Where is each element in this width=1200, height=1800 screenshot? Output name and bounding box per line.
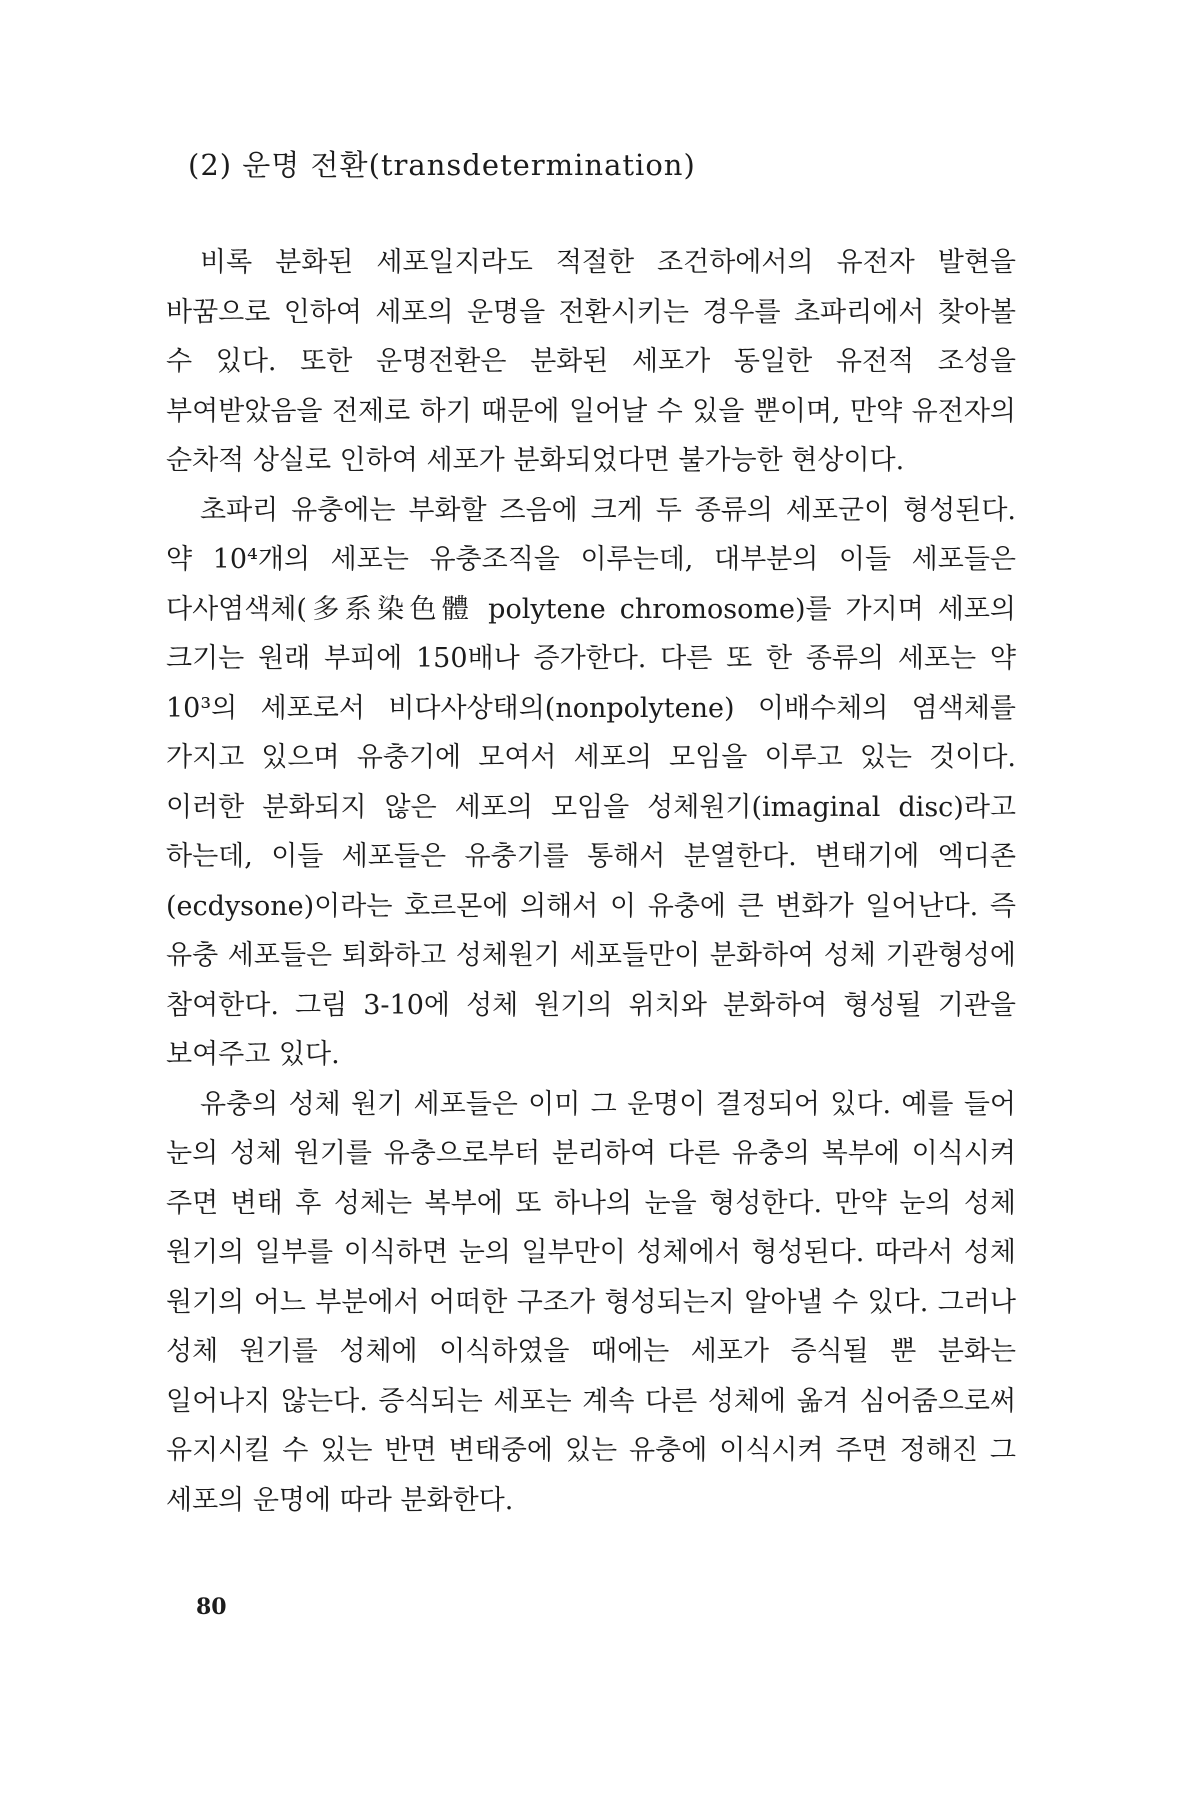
paragraph-1: 비록 분화된 세포일지라도 적절한 조건하에서의 유전자 발현을 바꿈으로 인하여 세포의 운명을 전환시키는 경우를 초파리에서 찾아볼 수 있다. 또한 운명전환은 분화된 세포가 동일한 유전적 조성을 부여받았음을 전제로 하기 때문에 일어날 수 있을 뿐이며, 만약 유전자의 순차적 상실로 인하여 세포가 분화되었다면 불가능한 현상이다. bbox=[166, 247, 1016, 476]
page-number: 80 bbox=[196, 1594, 227, 1620]
paragraph-2: 초파리 유충에는 부화할 즈음에 크게 두 종류의 세포군이 형성된다. 약 10⁴개의 세포는 유충조직을 이루는데, 대부분의 이들 세포들은 다사염색체(多系染色體 polytene chromosome)를 가지며 세포의 크기는 원래 부피에 150배나 증가한다. 다른 또 한 종류의 세포는 약 10³의 세포로서 비다사상태의(nonpolytene) 이배수체의 염색체를 가지고 있으며 유충기에 모여서 세포의 모임을 이루고 있는 것이다. 이러한 분화되지 않은 세포의 모임을 성체원기(imaginal disc)라고 하는데, 이들 세포들은 유충기를 통해서 분열한다. 변태기에 엑디존(ecdysone)이라는 호르몬에 의해서 이 유충에 큰 변화가 일어난다. 즉 유충 세포들은 퇴화하고 성체원기 세포들만이 분화하여 성체 기관형성에 참여한다. 그림 3-10에 성체 원기의 위치와 분화하여 형성될 기관을 보여주고 있다. bbox=[166, 494, 1016, 1070]
paragraph-3: 유충의 성체 원기 세포들은 이미 그 운명이 결정되어 있다. 예를 들어 눈의 성체 원기를 유충으로부터 분리하여 다른 유충의 복부에 이식시켜 주면 변태 후 성체는 복부에 또 하나의 눈을 형성한다. 만약 눈의 성체 원기의 일부를 이식하면 눈의 일부만이 성체에서 형성된다. 따라서 성체 원기의 어느 부분에서 어떠한 구조가 형성되는지 알아낼 수 있다. 그러나 성체 원기를 성체에 이식하였을 때에는 세포가 증식될 뿐 분화는 일어나지 않는다. 증식되는 세포는 계속 다른 성체에 옮겨 심어줌으로써 유지시킬 수 있는 반면 변태중에 있는 유충에 이식시켜 주면 정해진 그 세포의 운명에 따라 분화한다. bbox=[166, 1088, 1016, 1516]
body-text bbox=[166, 238, 1016, 1525]
section-heading: (2) 운명 전환(transdetermination) bbox=[188, 148, 696, 182]
